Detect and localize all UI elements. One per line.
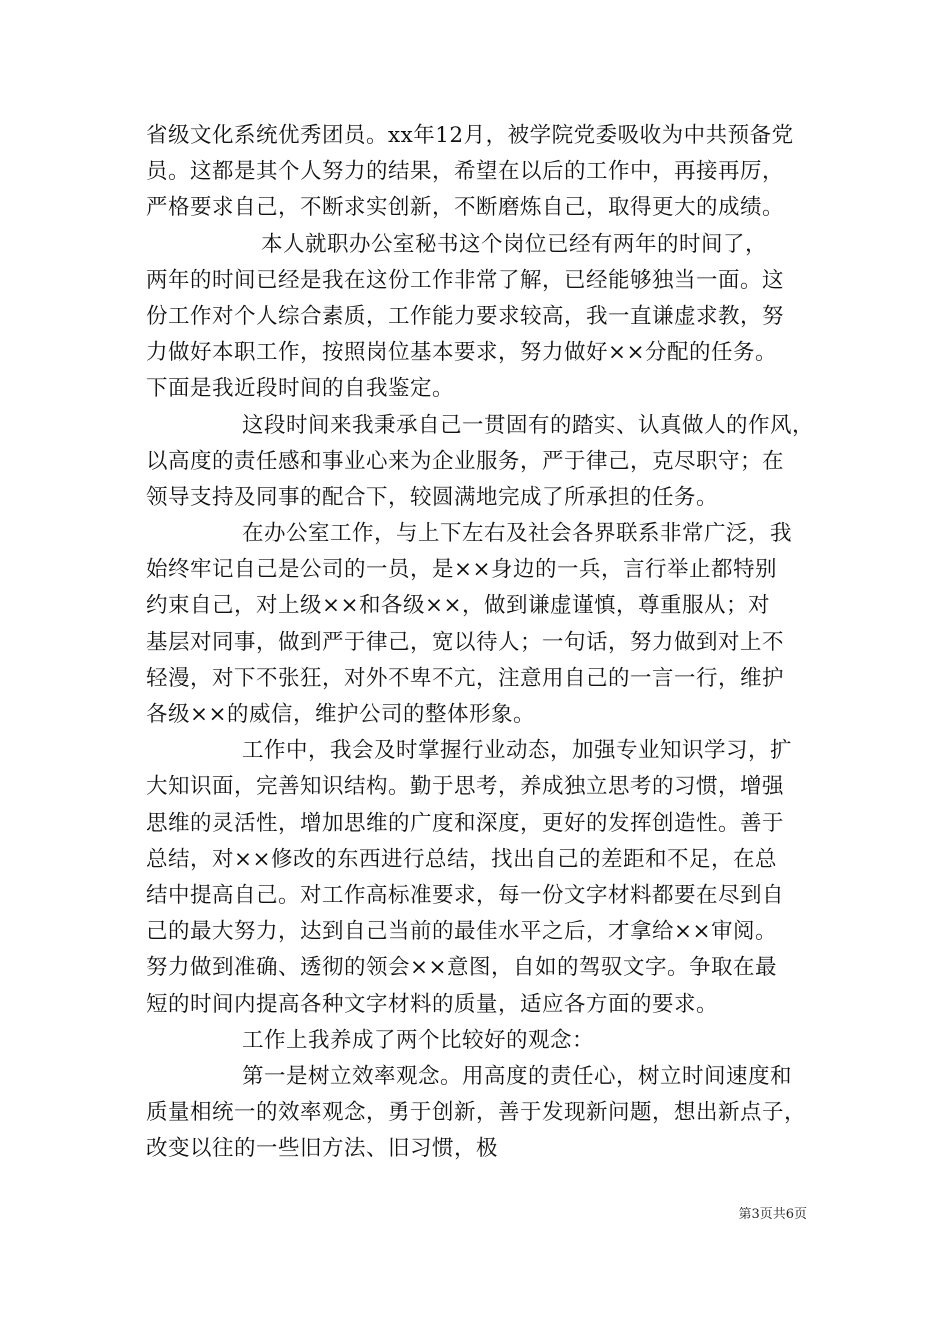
text-line: 结中提高自己。对工作高标准要求，每一份文字材料都要在尽到自 bbox=[146, 882, 785, 908]
text-line: 两年的时间已经是我在这份工作非常了解，已经能够独当一面。这 bbox=[146, 267, 785, 293]
text-line: 始终牢记自己是公司的一员，是××身边的一兵，言行举止都特别 bbox=[146, 557, 778, 583]
text-line: 约束自己，对上级××和各级××，做到谦虚谨慎，尊重服从；对 bbox=[146, 593, 771, 619]
body-text bbox=[146, 118, 815, 1167]
paragraph-start: 在办公室工作，与上下左右及社会各界联系非常广泛，我 bbox=[242, 521, 793, 547]
text-line: 短的时间内提高各种文字材料的质量，适应各方面的要求。 bbox=[146, 991, 719, 1017]
text-line: 质量相统一的效率观念，勇于创新，善于发现新问题，想出新点子， bbox=[146, 1100, 807, 1126]
text-line: 下面是我近段时间的自我鉴定。 bbox=[146, 376, 455, 402]
paragraph-start: 本人就职办公室秘书这个岗位已经有两年的时间了， bbox=[261, 231, 768, 257]
text-line: 力做好本职工作，按照岗位基本要求，努力做好××分配的任务。 bbox=[146, 340, 778, 366]
paragraph-start: 工作上我养成了两个比较好的观念： bbox=[242, 1027, 595, 1053]
text-line: 各级××的威信，维护公司的整体形象。 bbox=[146, 702, 536, 727]
text-line: 己的最大努力，达到自己当前的最佳水平之后，才拿给××审阅。 bbox=[146, 919, 778, 945]
page-number-footer: 第3页共6页 bbox=[738, 1207, 807, 1222]
text-line: 领导支持及同事的配合下，较圆满地完成了所承担的任务。 bbox=[146, 484, 719, 510]
text-line: 思维的灵活性，增加思维的广度和深度，更好的发挥创造性。善于 bbox=[146, 810, 785, 836]
text-line: 总结，对××修改的东西进行总结，找出自己的差距和不足，在总 bbox=[146, 846, 778, 872]
text-line: 基层对同事，做到严于律己，宽以待人；一句话，努力做到对上不 bbox=[146, 629, 785, 655]
text-line: 轻漫，对下不张狂，对外不卑不亢，注意用自己的一言一行，维护 bbox=[146, 665, 785, 691]
paragraph-start: 第一是树立效率观念。用高度的责任心，树立时间速度和 bbox=[242, 1063, 793, 1089]
text-line: 改变以往的一些旧方法、旧习惯，极 bbox=[146, 1136, 499, 1162]
text-line: 努力做到准确、透彻的领会××意图，自如的驾驭文字。争取在最 bbox=[146, 955, 778, 981]
paragraph-start: 工作中，我会及时掌握行业动态，加强专业知识学习，扩 bbox=[242, 738, 793, 764]
text-line: 员。这都是其个人努力的结果，希望在以后的工作中，再接再厉， bbox=[146, 159, 785, 185]
text-line: 大知识面，完善知识结构。勤于思考，养成独立思考的习惯，增强 bbox=[146, 774, 785, 800]
paragraph-start: 这段时间来我秉承自己一贯固有的踏实、认真做人的作风， bbox=[242, 412, 815, 438]
text-line: 严格要求自己，不断求实创新，不断磨炼自己，取得更大的成绩。 bbox=[146, 195, 785, 221]
text-line: 以高度的责任感和事业心来为企业服务，严于律己，克尽职守；在 bbox=[146, 448, 785, 474]
text-line: 省级文化系统优秀团员。xx年12月，被学院党委吸收为中共预备党 bbox=[146, 123, 794, 148]
text-line: 份工作对个人综合素质，工作能力要求较高，我一直谦虚求教，努 bbox=[146, 303, 785, 329]
